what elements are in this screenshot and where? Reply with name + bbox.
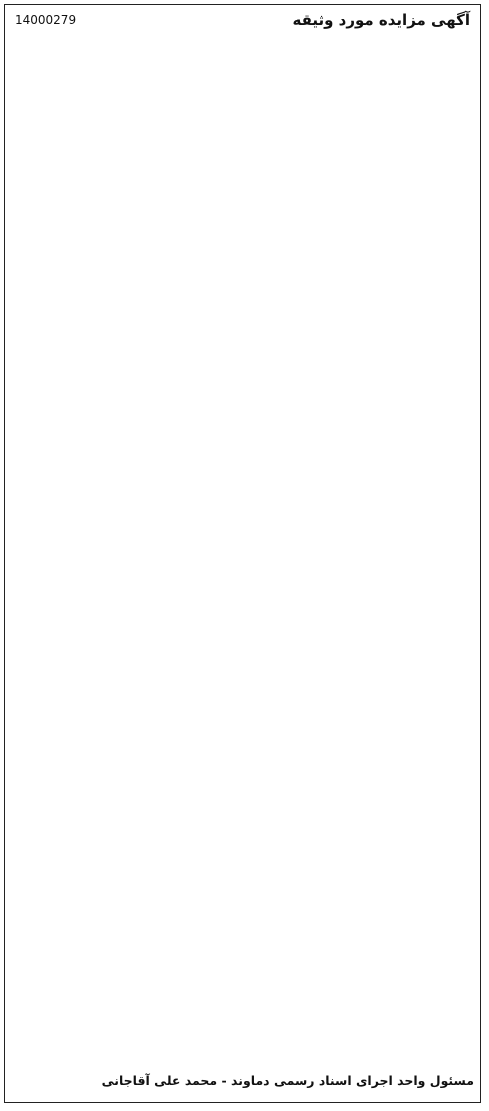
- notice-footer: [11, 1073, 474, 1088]
- notice-headline: آگهی مزایده مورد وثیقه: [292, 11, 470, 29]
- notice-body: [13, 31, 472, 1021]
- auction-notice: [4, 4, 481, 1103]
- notice-header: [5, 5, 480, 31]
- notice-number: 14000279: [15, 13, 77, 27]
- signature-line: مسئول واحد اجرای اسناد رسمی دماوند - محمد علی آقاجانی: [101, 1073, 474, 1088]
